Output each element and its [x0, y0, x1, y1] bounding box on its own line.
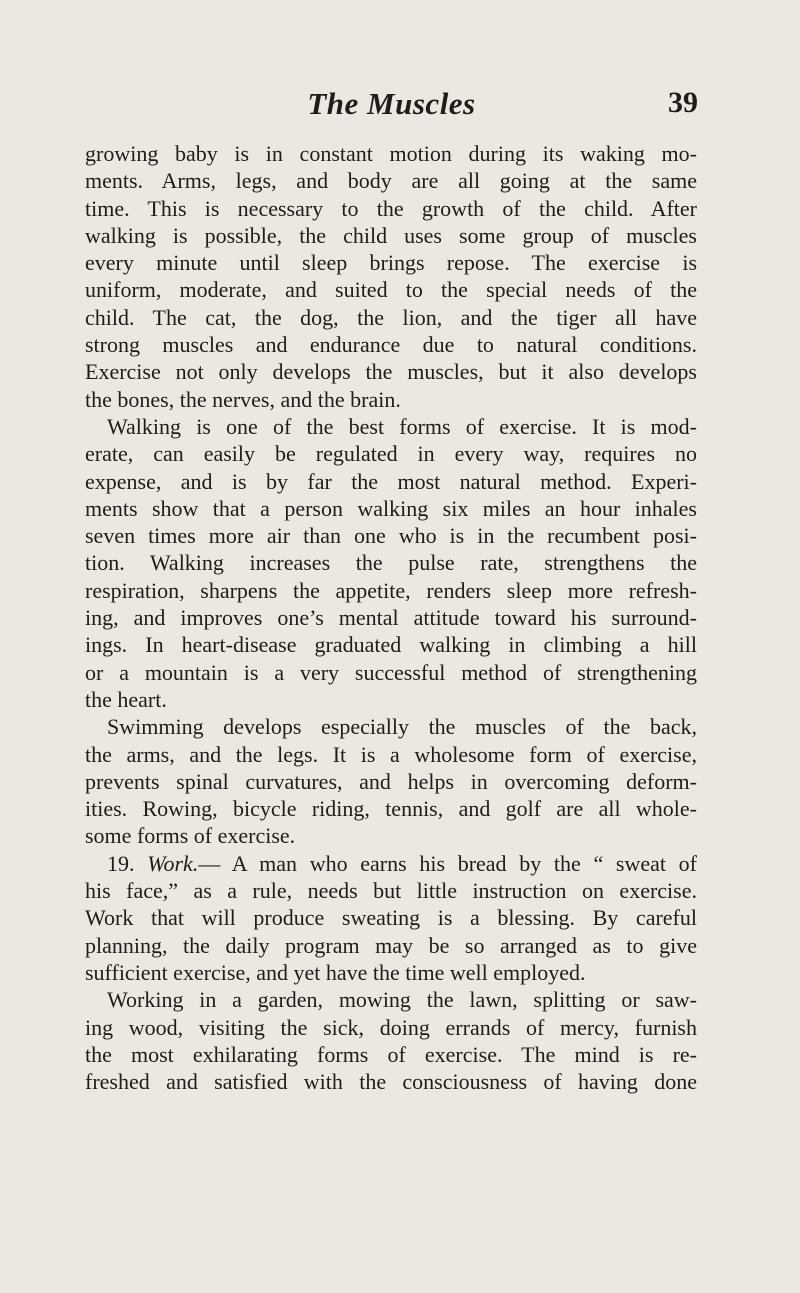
- text-line: ings. In heart-disease graduated walking in climbing a hill: [85, 632, 697, 658]
- paragraph: [85, 413, 697, 713]
- text-line: the most exhilarating forms of exercise. The mind is re-: [85, 1041, 697, 1067]
- text-line: ing, and improves one’s mental attitude toward his surround-: [85, 605, 697, 631]
- text-line: growing baby is in constant motion during its waking mo-: [85, 141, 697, 166]
- text-line: ments. Arms, legs, and body are all going at the same: [85, 168, 697, 194]
- text-line: some forms of exercise.: [85, 823, 296, 849]
- text-line: his face,” as a rule, needs but little instruction on exercise.: [85, 878, 697, 904]
- text-line: or a mountain is a very successful method of strengthening: [85, 659, 697, 685]
- text-line: tion. Walking increases the pulse rate, strengthens the: [85, 550, 697, 576]
- text-line: sufficient exercise, and yet have the time well employed.: [85, 959, 586, 985]
- page-header: [85, 86, 698, 126]
- text-line: walking is possible, the child uses some group of muscles: [85, 222, 697, 248]
- text-line: strong muscles and endurance due to natural conditions.: [85, 332, 697, 358]
- section-heading-line: [85, 850, 697, 877]
- section-first-line-text: — A man who earns his bread by the “ sweat of: [198, 850, 697, 876]
- paragraph-section-19: [85, 850, 697, 986]
- text-line: planning, the daily program may be so arranged as to give: [85, 932, 697, 958]
- text-line: prevents spinal curvatures, and helps in overcoming deform-: [85, 768, 697, 794]
- text-line: seven times more air than one who is in the recumbent posi-: [85, 523, 697, 549]
- text-line: Exercise not only develops the muscles, but it also develops: [85, 359, 697, 385]
- text-line: uniform, moderate, and suited to the special needs of the: [85, 277, 697, 303]
- text-line: ments show that a person walking six miles an hour inhales: [85, 495, 697, 521]
- text-line: respiration, sharpens the appetite, renders sleep more refresh-: [85, 577, 697, 603]
- text-line: expense, and is by far the most natural method. Experi-: [85, 468, 697, 494]
- body-text: [85, 140, 697, 1095]
- page-number: 39: [668, 86, 698, 119]
- section-number: 19.: [107, 850, 135, 876]
- paragraph: [85, 140, 697, 413]
- text-line: Working in a garden, mowing the lawn, splitting or saw-: [107, 987, 697, 1013]
- text-line: the arms, and the legs. It is a wholesome form of exercise,: [85, 741, 697, 767]
- text-line: ing wood, visiting the sick, doing errands of mercy, furnish: [85, 1014, 697, 1040]
- running-title: The Muscles: [307, 86, 476, 121]
- text-line: ities. Rowing, bicycle riding, tennis, and golf are all whole-: [85, 796, 697, 822]
- text-line: freshed and satisfied with the consciousness of having done: [85, 1069, 697, 1095]
- section-title: Work.: [147, 850, 199, 876]
- text-line: Swimming develops especially the muscles of the back,: [107, 714, 697, 740]
- text-line: time. This is necessary to the growth of the child. After: [85, 195, 697, 221]
- text-line: Work that will produce sweating is a blessing. By careful: [85, 905, 697, 931]
- text-line: Walking is one of the best forms of exercise. It is mod-: [107, 413, 697, 439]
- text-line: the bones, the nerves, and the brain.: [85, 386, 401, 412]
- text-line: erate, can easily be regulated in every way, requires no: [85, 441, 697, 467]
- text-line: every minute until sleep brings repose. The exercise is: [85, 250, 697, 276]
- paragraph: [85, 713, 697, 849]
- text-line: the heart.: [85, 686, 167, 712]
- paragraph: [85, 986, 697, 1095]
- text-line: child. The cat, the dog, the lion, and the tiger all have: [85, 304, 697, 330]
